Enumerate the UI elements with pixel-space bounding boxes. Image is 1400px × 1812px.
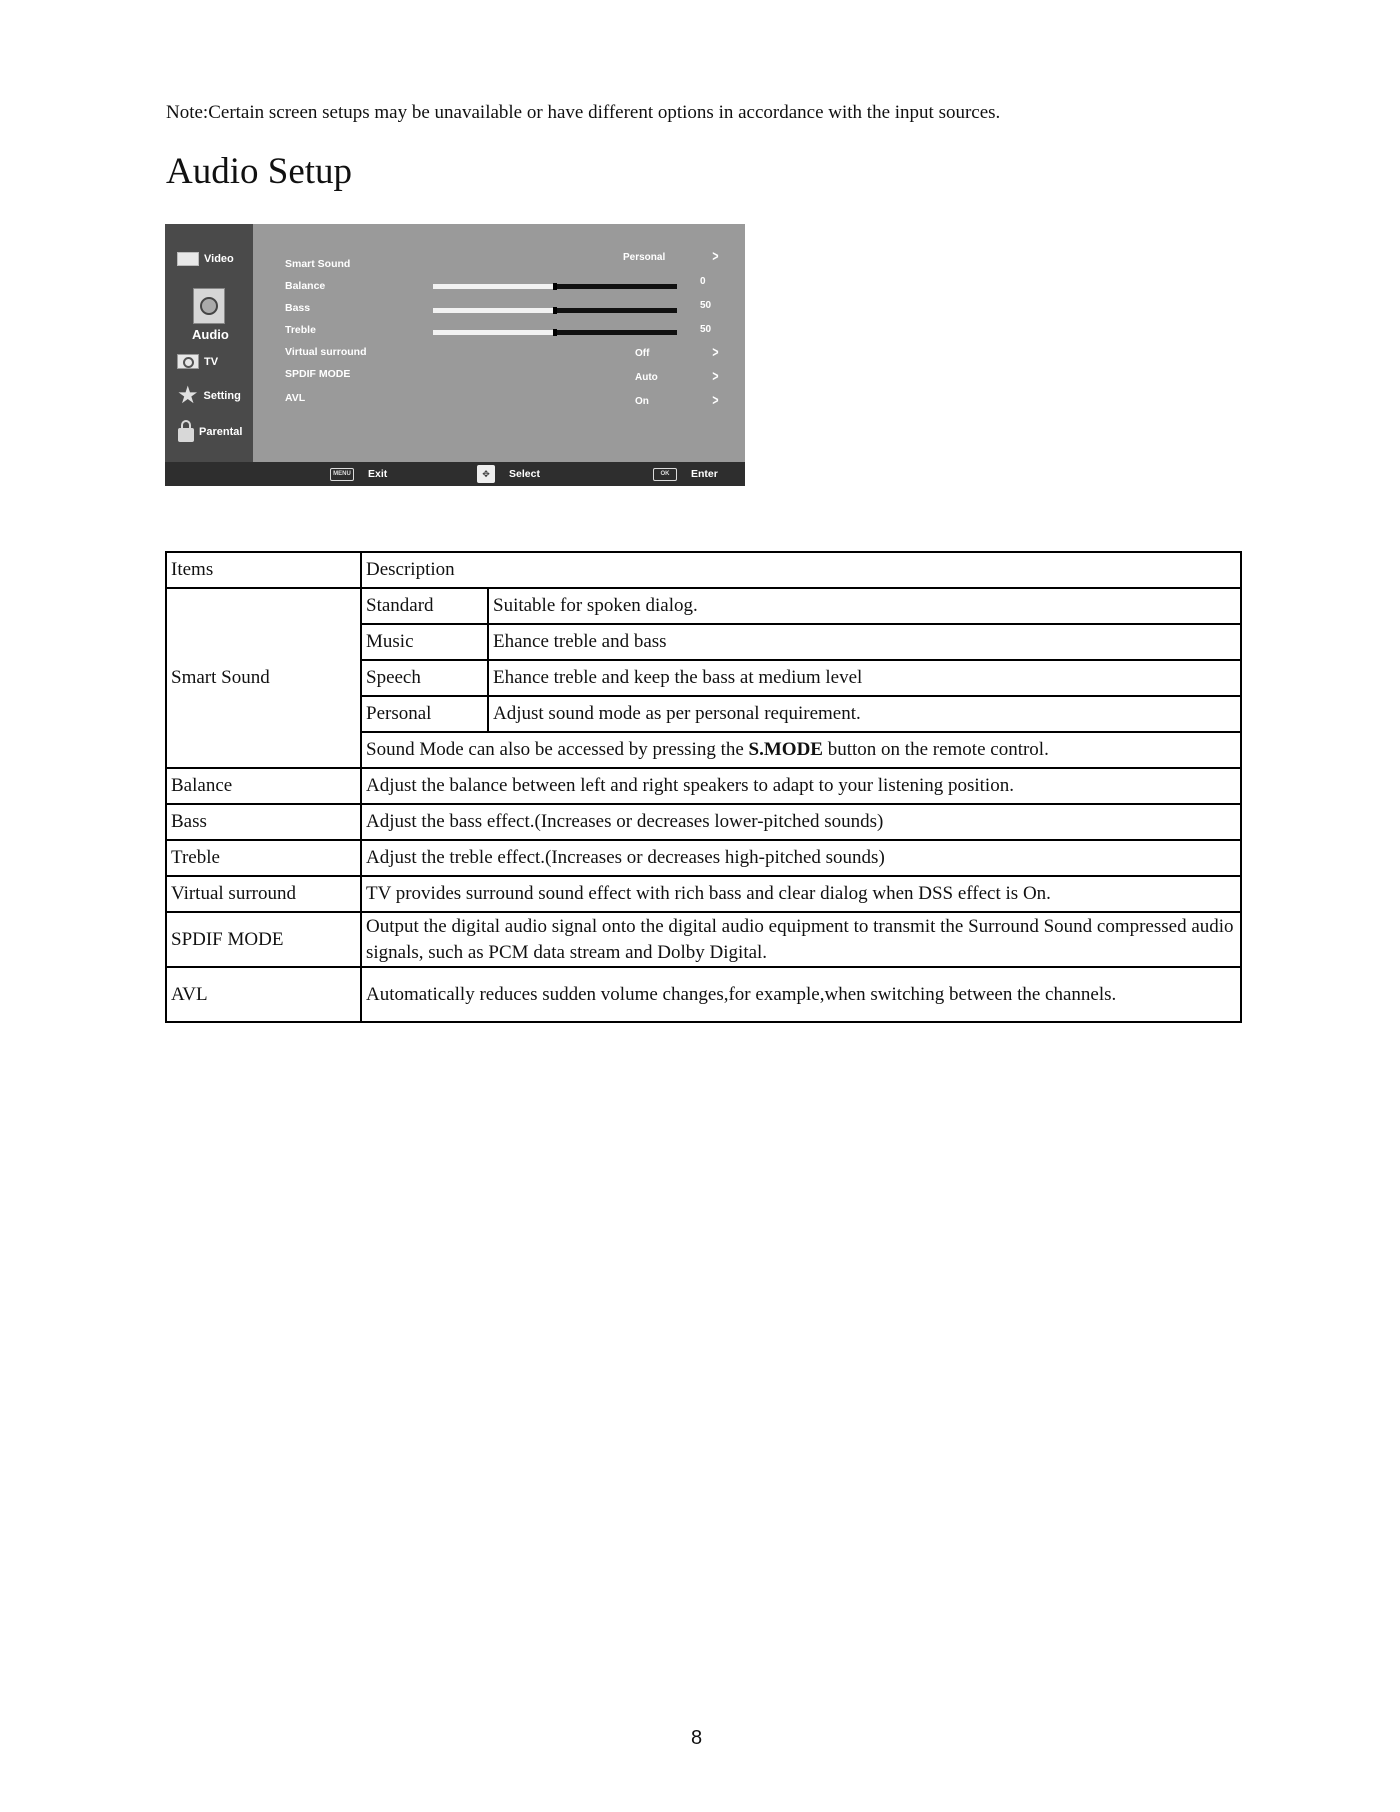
sidebar-item-setting (177, 384, 241, 408)
sidebar-item-label: Parental (199, 426, 243, 438)
footer-enter (653, 462, 718, 486)
table-row (166, 768, 1241, 804)
sidebar-item-label: Audio (192, 327, 229, 342)
item-description: Adjust the treble effect.(Increases or decreases high-pitched sounds) (361, 840, 1241, 876)
mode-name: Speech (361, 660, 488, 696)
sidebar-item-parental (178, 422, 242, 442)
menu-label-avl: AVL (285, 392, 306, 404)
table-row (166, 912, 1241, 967)
audio-osd-screenshot (165, 224, 745, 486)
item-description: Adjust the bass effect.(Increases or decreases lower-pitched sounds) (361, 804, 1241, 840)
menu-label-spdif-mode: SPDIF MODE (285, 368, 351, 380)
chevron-right-icon: > (712, 368, 719, 385)
slider-knob (553, 283, 557, 290)
sidebar-item-audio (192, 288, 229, 346)
item-description: TV provides surround sound effect with rich bass and clear dialog when DSS effect is On. (361, 876, 1241, 912)
slider-fill (433, 330, 555, 335)
s-mode-keyword: S.MODE (748, 739, 823, 760)
mode-name: Personal (361, 696, 488, 732)
item-description: Automatically reduces sudden volume changes,for example,when switching between the channels. (361, 967, 1241, 1022)
slider-knob (553, 307, 557, 314)
sidebar-item-label: TV (204, 355, 219, 368)
bass-slider (433, 308, 677, 313)
sidebar-item-video (177, 252, 234, 266)
note-text: Sound Mode can also be accessed by pressing the (366, 739, 749, 760)
chevron-right-icon: > (712, 248, 719, 265)
header-description: Description (361, 552, 1241, 588)
treble-slider (433, 330, 677, 335)
table-row (166, 804, 1241, 840)
menu-value-treble: 50 (700, 324, 712, 335)
menu-key-icon: MENU (330, 468, 354, 481)
slider-fill (433, 308, 555, 313)
item-smart-sound: Smart Sound (166, 588, 361, 768)
table-row (166, 967, 1241, 1022)
item-name: AVL (166, 967, 361, 1022)
item-name: Bass (166, 804, 361, 840)
menu-value-spdif-mode: Auto (635, 372, 658, 383)
star-icon: ★ (177, 382, 199, 409)
menu-label-balance: Balance (285, 280, 326, 292)
footer-select-label: Select (509, 468, 540, 480)
sidebar-item-label: Video (204, 253, 234, 265)
page-title: Audio Setup (166, 151, 353, 192)
menu-value-smart-sound: Personal (623, 252, 666, 263)
menu-value-bass: 50 (700, 300, 712, 311)
sidebar-item-tv (177, 354, 218, 369)
note-text: button on the remote control. (822, 739, 1049, 760)
menu-label-virtual-surround: Virtual surround (285, 346, 367, 358)
menu-label-bass: Bass (285, 302, 311, 314)
footer-exit-label: Exit (368, 468, 388, 480)
item-name: SPDIF MODE (166, 912, 361, 967)
dpad-icon: ✥ (477, 465, 495, 483)
note-text: Note:Certain screen setups may be unavailable or have different options in accordance with the input sources. (166, 102, 1001, 123)
ok-key-icon: OK (653, 468, 677, 481)
page-number: 8 (691, 1727, 703, 1749)
header-items: Items (166, 552, 361, 588)
footer-exit (330, 462, 387, 486)
table-row (166, 588, 1241, 624)
menu-label-treble: Treble (285, 324, 316, 336)
mode-name: Standard (361, 588, 488, 624)
table-row (166, 876, 1241, 912)
table-header-row (166, 552, 1241, 588)
balance-slider (433, 284, 677, 289)
slider-fill (433, 284, 555, 289)
osd-footer (165, 462, 745, 486)
slider-knob (553, 329, 557, 336)
chevron-right-icon: > (712, 392, 719, 409)
item-name: Balance (166, 768, 361, 804)
mode-description: Ehance treble and bass (488, 624, 1241, 660)
tv-icon (177, 354, 199, 369)
item-name: Virtual surround (166, 876, 361, 912)
mode-description: Adjust sound mode as per personal requirement. (488, 696, 1241, 732)
lock-icon (178, 428, 194, 442)
footer-select (477, 462, 540, 486)
video-icon (177, 252, 199, 266)
osd-sidebar (165, 224, 253, 462)
table-row (166, 840, 1241, 876)
speaker-icon (193, 288, 225, 324)
menu-value-virtual-surround: Off (635, 348, 650, 359)
item-name: Treble (166, 840, 361, 876)
footer-enter-label: Enter (691, 468, 718, 480)
mode-description: Ehance treble and keep the bass at medium level (488, 660, 1241, 696)
chevron-right-icon: > (712, 344, 719, 361)
audio-setup-table (165, 551, 1242, 1023)
mode-description: Suitable for spoken dialog. (488, 588, 1241, 624)
mode-name: Music (361, 624, 488, 660)
menu-value-balance: 0 (700, 276, 706, 287)
sidebar-item-label: Setting (203, 390, 241, 402)
menu-value-avl: On (635, 396, 649, 407)
smart-sound-note (361, 732, 1241, 768)
menu-label-smart-sound: Smart Sound (285, 258, 351, 270)
item-description: Adjust the balance between left and right speakers to adapt to your listening position. (361, 768, 1241, 804)
item-description: Output the digital audio signal onto the digital audio equipment to transmit the Surround Sound compressed audio signals, such as PCM data stream and Dolby Digital. (361, 912, 1241, 967)
